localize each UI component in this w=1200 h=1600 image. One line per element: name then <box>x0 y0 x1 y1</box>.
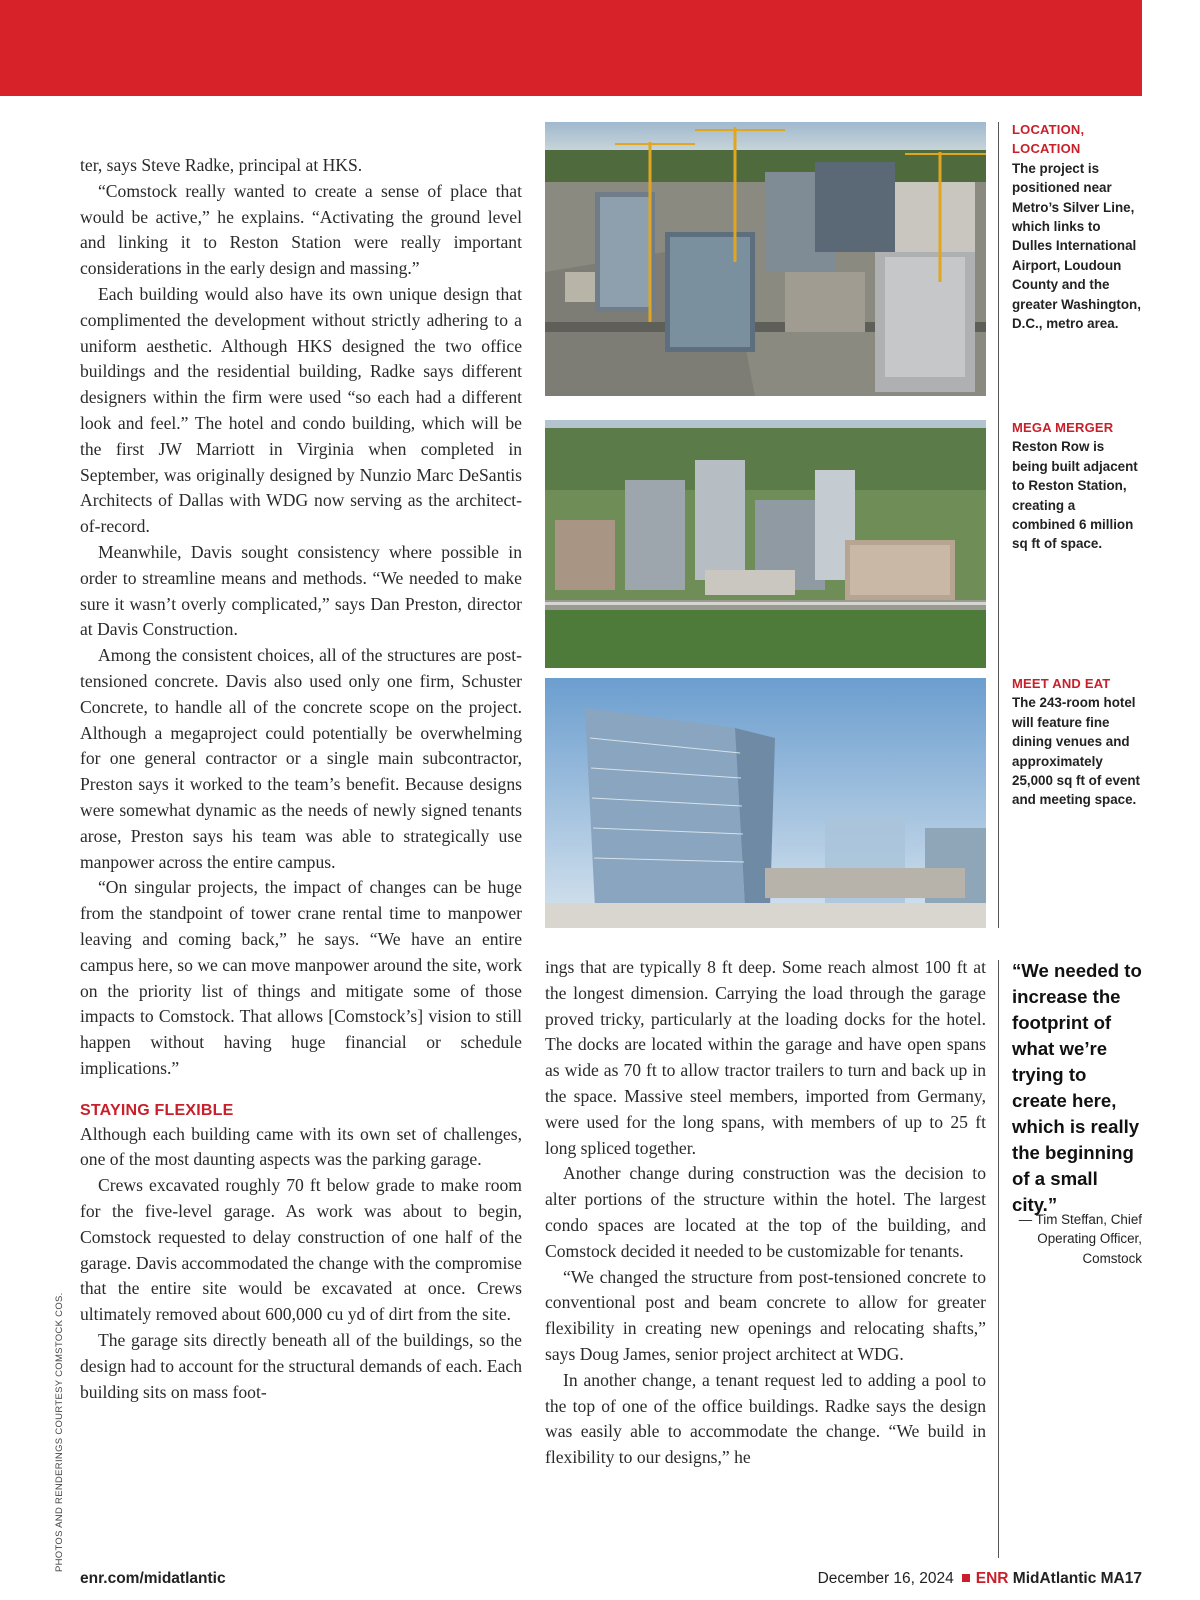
sidebar-divider <box>998 122 999 928</box>
photo-caption <box>1012 674 1142 810</box>
article-column-2 <box>545 955 986 1471</box>
hotel-rendering <box>545 678 986 928</box>
paragraph: ings that are typically 8 ft deep. Some reach almost 100 ft at the longest dimension. Carrying the load through the garage proved tricky, particularly at the loading docks for the hotel. The docks are located within the garage and have open spans as wide as 70 ft to allow tractor trailers to turn and back up in the space. Massive steel members, imported from Germany, were used for the long spans, with members of up to 25 ft long spliced together. <box>545 957 986 1158</box>
article-column-1 <box>80 153 522 1405</box>
paragraph: “We changed the structure from post-tensioned concrete to conventional post and beam concrete to allow for greater flexibility in creating new openings and relocating shafts,” says Doug James, senior project architect at WDG. <box>545 1266 986 1364</box>
caption-text: The 243-room hotel will feature fine dining venues and approximately 25,000 sq ft of event and meeting space. <box>1012 695 1141 808</box>
footer-date: December 16, 2024 <box>817 1570 954 1587</box>
caption-title: MEET AND EAT <box>1012 676 1111 691</box>
paragraph: “On singular projects, the impact of changes can be huge from the standpoint of tower crane rental time to manpower leaving and coming back,” he says. “We have an entire campus here, so we can move manpower around the site, work on the priority list of things and mitigate some of those impacts to Comstock. That allows [Comstock’s] vision to still happen without having huge financial or schedule implications.” <box>80 877 522 1078</box>
pull-quote: “We needed to increase the footprint of what we’re trying to create here, which is really the beginning of a small city.” <box>1012 960 1142 1215</box>
aerial-construction-photo <box>545 122 986 396</box>
paragraph: Each building would also have its own unique design that complimented the development without strictly adhering to a uniform aesthetic. Although HKS designed the two office buildings and the residential building, Radke says different designers within the firm were used “so each had a different look and feel.” The hotel and condo building, which will be the first JW Marriott in Virginia when completed in September, was originally designed by Nunzio Marc DeSantis Architects of Dallas with WDG now serving as the architect-of-record. <box>80 283 522 537</box>
paragraph: In another change, a tenant request led to adding a pool to the top of one of the office buildings. Radke says the design was easily able to accommodate the change. “We build in flexibility to our designs,” he <box>545 1369 986 1468</box>
paragraph: Among the consistent choices, all of the structures are post-tensioned concrete. Davis also used only one firm, Schuster Concrete, to handle all of the concrete scope on the project. Although a megaproject could potentially be overwhelming for one general contractor or a single main subcontractor, Preston says it worked to the team’s benefit. Because designs were somewhat dynamic as the needs of newly signed tenants arose, Preston says his team was able to strategically use manpower across the entire campus. <box>80 645 522 872</box>
caption-text: Reston Row is being built adjacent to Reston Station, creating a combined 6 million sq ft of space. <box>1012 439 1138 552</box>
paragraph: Although each building came with its own set of challenges, one of the most daunting aspects was the parking garage. <box>80 1123 522 1170</box>
photo-credit: PHOTOS AND RENDERINGS COURTESY COMSTOCK COS. <box>54 1292 65 1572</box>
caption-text: The project is positioned near Metro’s Silver Line, which links to Dulles International Airport, Loudoun County and the greater Washington, D.C., metro area. <box>1012 160 1141 332</box>
pull-quote-attribution: — Tim Steffan, Chief Operating Officer, Comstock <box>1018 1212 1142 1266</box>
paragraph: “Comstock really wanted to create a sense of place that would be active,” he explains. “Activating the ground level and linking it to Reston Station were really important considerations in the early design and massing.” <box>80 180 522 279</box>
section-subhead: STAYING FLEXIBLE <box>80 1101 234 1119</box>
caption-title: LOCATION, LOCATION <box>1012 122 1085 157</box>
caption-title: MEGA MERGER <box>1012 420 1114 435</box>
footer-url[interactable]: enr.com/midatlantic <box>80 1570 226 1587</box>
separator-square-icon <box>962 1574 970 1582</box>
paragraph: Meanwhile, Davis sought consistency where possible in order to streamline means and methods. “We needed to make sure it wasn’t overly complicated,” says Dan Preston, director at Davis Construction. <box>80 541 522 640</box>
header-color-bar <box>0 0 1142 96</box>
footer-brand: ENR <box>975 1570 1009 1587</box>
paragraph: Crews excavated roughly 70 ft below grade to make room for the five-level garage. As work was about to begin, Comstock requested to delay construction of one half of the garage. Davis accommodated the change with the compromise that the entire site would be excavated at once. Crews ultimately removed about 600,000 cu yd of dirt from the site. <box>80 1175 522 1325</box>
footer-magazine: MidAtlantic <box>1012 1570 1097 1587</box>
paragraph: ter, says Steve Radke, principal at HKS. <box>80 155 363 175</box>
development-rendering <box>545 420 986 668</box>
paragraph: The garage sits directly beneath all of the buildings, so the design had to account for the structural demands of each. Each building sits on mass foot- <box>80 1330 522 1402</box>
footer-folio <box>818 1570 1142 1588</box>
paragraph: Another change during construction was the decision to alter portions of the structure within the hotel. The largest condo spaces are located at the top of the building, and Comstock decided it needed to be customizable for tenants. <box>545 1163 986 1261</box>
photo-caption <box>1012 120 1142 333</box>
sidebar-divider <box>998 960 999 1558</box>
footer-page-number: MA17 <box>1100 1570 1142 1587</box>
photo-caption <box>1012 418 1142 554</box>
